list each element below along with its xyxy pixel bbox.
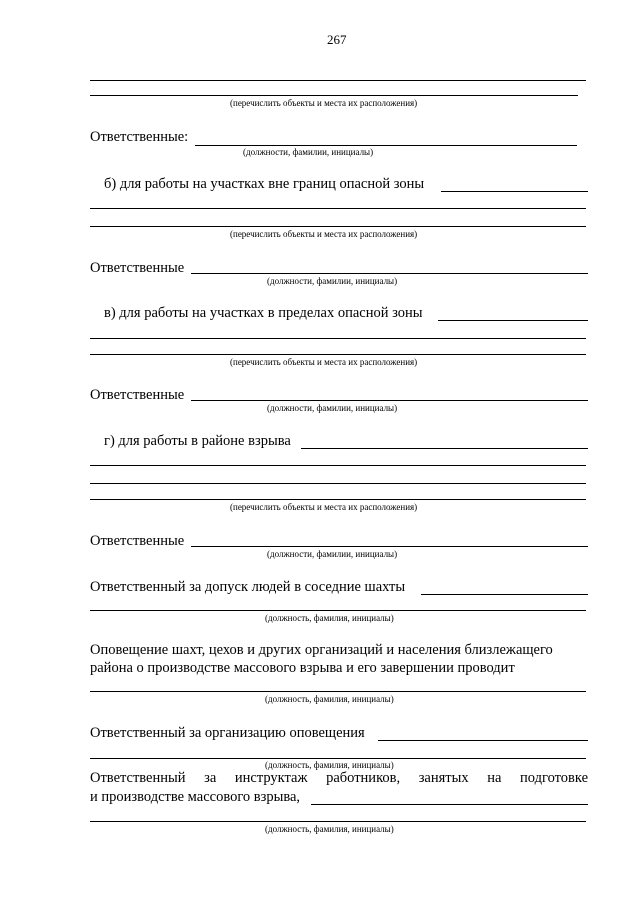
caption-objects: (перечислить объекты и места их расположения) bbox=[230, 98, 418, 108]
blank-line bbox=[90, 95, 578, 96]
notification-org-field[interactable] bbox=[90, 758, 586, 759]
blank-line[interactable] bbox=[90, 499, 586, 500]
notification-text-line2: района о производстве массового взрыва и его завершении проводит bbox=[90, 660, 515, 676]
page-number: 267 bbox=[327, 32, 347, 47]
responsible-label: Ответственные bbox=[90, 533, 185, 549]
caption-position-name: (должность, фамилия, инициалы) bbox=[265, 760, 394, 770]
notification-text-line1: Оповещение шахт, цехов и других организаций и населения близлежащего bbox=[90, 642, 553, 658]
caption-position-name: (должность, фамилия, инициалы) bbox=[265, 613, 394, 623]
caption-objects: (перечислить объекты и места их расположения) bbox=[230, 357, 418, 367]
caption-position-name: (должность, фамилия, инициалы) bbox=[265, 824, 394, 834]
briefing-text-line2: и производстве массового взрыва, bbox=[90, 789, 301, 805]
admission-field[interactable] bbox=[90, 610, 586, 611]
admission-field[interactable] bbox=[421, 594, 588, 595]
blank-line[interactable] bbox=[90, 208, 586, 209]
blank-line[interactable] bbox=[90, 338, 586, 339]
blank-line[interactable] bbox=[90, 483, 586, 484]
objects-field[interactable] bbox=[441, 191, 588, 192]
caption-positions-names: (должности, фамилии, инициалы) bbox=[267, 403, 398, 413]
notification-org-label: Ответственный за организацию оповещения bbox=[90, 725, 365, 741]
objects-field[interactable] bbox=[438, 320, 588, 321]
caption-objects: (перечислить объекты и места их расположения) bbox=[230, 229, 418, 239]
responsible-field[interactable] bbox=[195, 145, 577, 146]
caption-objects: (перечислить объекты и места их расположения) bbox=[230, 502, 418, 512]
section-heading-d: г) для работы в районе взрыва bbox=[104, 433, 291, 449]
caption-positions-names: (должности, фамилии, инициалы) bbox=[243, 147, 374, 157]
briefing-field[interactable] bbox=[311, 804, 588, 805]
objects-field[interactable] bbox=[301, 448, 588, 449]
briefing-field[interactable] bbox=[90, 821, 586, 822]
blank-line[interactable] bbox=[90, 226, 586, 227]
blank-line[interactable] bbox=[90, 354, 586, 355]
caption-positions-names: (должности, фамилии, инициалы) bbox=[267, 276, 398, 286]
blank-line[interactable] bbox=[90, 465, 586, 466]
responsible-field[interactable] bbox=[191, 273, 588, 274]
responsible-field[interactable] bbox=[191, 400, 588, 401]
admission-label: Ответственный за допуск людей в соседние шахты bbox=[90, 579, 406, 595]
responsible-field[interactable] bbox=[191, 546, 588, 547]
responsible-label: Ответственные: bbox=[90, 129, 189, 145]
section-heading-c: в) для работы на участках в пределах опасной зоны bbox=[104, 305, 423, 321]
caption-positions-names: (должности, фамилии, инициалы) bbox=[267, 549, 398, 559]
briefing-text-line1: Ответственный за инструктаж работников, занятых на подготовке bbox=[90, 770, 588, 786]
caption-position-name: (должность, фамилия, инициалы) bbox=[265, 694, 394, 704]
responsible-label: Ответственные bbox=[90, 387, 185, 403]
responsible-label: Ответственные bbox=[90, 260, 185, 276]
notification-field[interactable] bbox=[90, 691, 586, 692]
section-heading-b: б) для работы на участках вне границ опасной зоны bbox=[104, 176, 425, 192]
notification-org-field[interactable] bbox=[378, 740, 588, 741]
blank-line bbox=[90, 80, 586, 81]
